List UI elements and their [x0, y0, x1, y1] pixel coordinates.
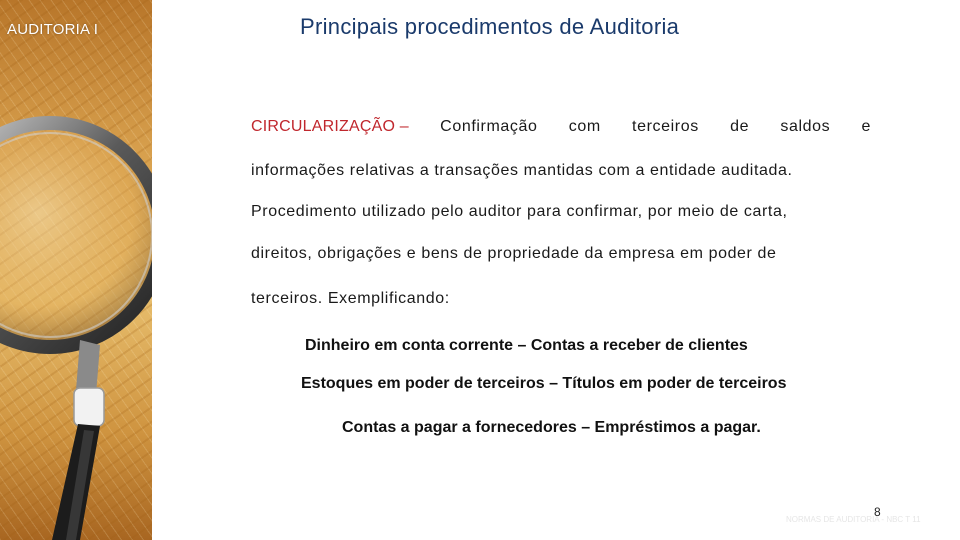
slide-title: Principais procedimentos de Auditoria	[300, 14, 680, 39]
definition-word: terceiros	[632, 118, 699, 135]
course-label: AUDITORIA I	[7, 21, 99, 38]
definition-line-5: terceiros. Exemplificando:	[251, 290, 450, 307]
definition-word: de	[730, 118, 750, 135]
term-label: CIRCULARIZAÇÃO –	[251, 118, 409, 135]
sidebar-decorative-image	[0, 0, 152, 540]
footer-text: NORMAS DE AUDITORIA - NBC T 11	[786, 515, 921, 524]
magnifying-glass-icon	[0, 0, 152, 540]
definition-word: Confirmação	[440, 118, 538, 135]
page-number: 8	[874, 505, 881, 519]
definition-line-3: Procedimento utilizado pelo auditor para confirmar, por meio de carta,	[251, 203, 788, 220]
definition-word: saldos	[780, 118, 831, 135]
definition-line-2: informações relativas a transações mantidas com a entidade auditada.	[251, 162, 793, 179]
definition-word: com	[568, 118, 601, 135]
example-item: Contas a pagar a fornecedores – Empréstimos a pagar.	[342, 419, 761, 436]
example-item: Estoques em poder de terceiros – Títulos em poder de terceiros	[301, 375, 787, 392]
example-item: Dinheiro em conta corrente – Contas a receber de clientes	[305, 337, 748, 354]
definition-word: e	[861, 118, 871, 135]
definition-line-4: direitos, obrigações e bens de propriedade da empresa em poder de	[251, 245, 777, 262]
definition-line-1	[251, 118, 871, 136]
